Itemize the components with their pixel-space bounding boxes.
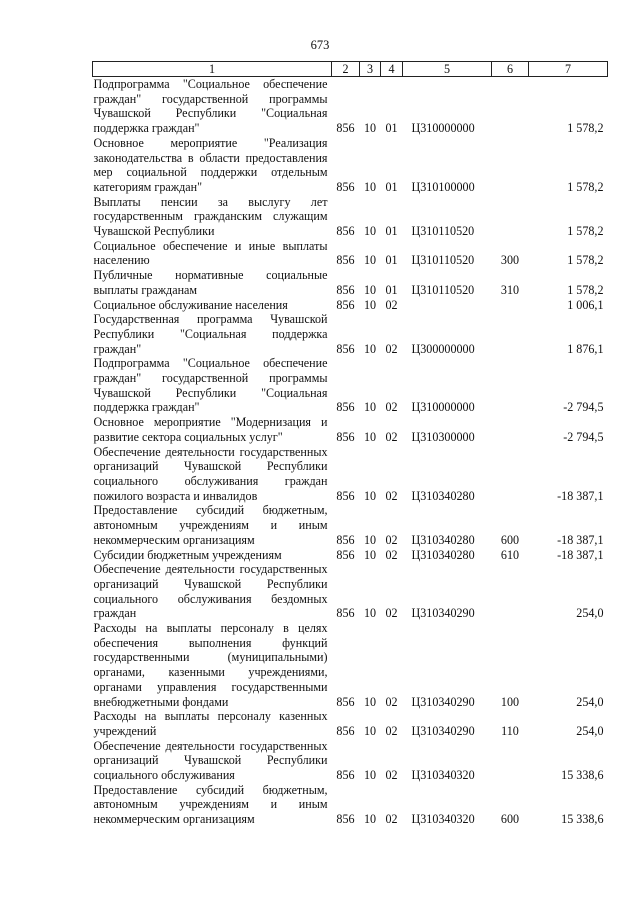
expense-type: 300 bbox=[500, 253, 520, 268]
item-name: Подпрограмма "Социальное обеспечение граждан" государственной программы Чувашской Республики "Социальная поддержка граждан" bbox=[93, 356, 328, 415]
table-row bbox=[93, 298, 608, 313]
amount: 1 578,2 bbox=[567, 121, 604, 136]
amount: -18 387,1 bbox=[557, 532, 604, 547]
table-row bbox=[93, 739, 608, 783]
subsection-code: 10 bbox=[363, 297, 377, 312]
table-row bbox=[93, 195, 608, 239]
amount: -2 794,5 bbox=[563, 400, 604, 415]
target-code: Ц310110520 bbox=[411, 253, 475, 268]
item-name: Выплаты пенсии за выслугу лет государственным гражданским служащим Чувашской Республики bbox=[93, 194, 328, 239]
subsection-code: 10 bbox=[363, 282, 377, 297]
subsection-code: 10 bbox=[363, 723, 377, 738]
target-code bbox=[403, 298, 492, 313]
target-code: Ц310340320 bbox=[411, 812, 475, 827]
section-code: 856 bbox=[336, 341, 355, 356]
target-code: Ц310340320 bbox=[411, 768, 475, 783]
col-header-2: 2 bbox=[332, 62, 360, 77]
col-header-4: 4 bbox=[381, 62, 403, 77]
table-row bbox=[93, 268, 608, 297]
expense-type: 610 bbox=[500, 547, 520, 562]
target-code: Ц310000000 bbox=[411, 400, 475, 415]
subsection-code: 10 bbox=[363, 429, 377, 444]
item-name: Предоставление субсидий бюджетным, автономным учреждениям и иным некоммерческим организациям bbox=[93, 503, 328, 547]
item-name: Субсидии бюджетным учреждениям bbox=[93, 547, 282, 562]
budget-table bbox=[92, 61, 608, 827]
target-code: Ц300000000 bbox=[411, 341, 475, 356]
target-code: Ц310340290 bbox=[411, 606, 475, 621]
subsection-code: 10 bbox=[363, 253, 377, 268]
section-code: 856 bbox=[336, 224, 355, 239]
page-number: 673 bbox=[310, 38, 330, 52]
item-name: Основное мероприятие "Модернизация и развитие сектора социальных услуг" bbox=[93, 415, 328, 444]
amount: 1 006,1 bbox=[567, 297, 604, 312]
group-code: 02 bbox=[385, 606, 398, 621]
table-header-row bbox=[93, 62, 608, 77]
group-code: 01 bbox=[385, 253, 398, 268]
subsection-code: 10 bbox=[363, 179, 377, 194]
target-code: Ц310340290 bbox=[411, 723, 475, 738]
expense-type bbox=[492, 562, 529, 621]
col-header-7: 7 bbox=[529, 62, 608, 77]
section-code: 856 bbox=[336, 121, 355, 136]
section-code: 856 bbox=[336, 694, 355, 709]
expense-type bbox=[492, 77, 529, 136]
subsection-code: 10 bbox=[363, 224, 377, 239]
table-row bbox=[93, 415, 608, 444]
col-header-5: 5 bbox=[403, 62, 492, 77]
table-row bbox=[93, 548, 608, 563]
section-code: 856 bbox=[336, 488, 355, 503]
item-name: Подпрограмма "Социальное обеспечение граждан" государственной программы Чувашской Республики "Социальная поддержка граждан" bbox=[93, 77, 328, 136]
table-row bbox=[93, 136, 608, 195]
amount: 1 578,2 bbox=[567, 282, 604, 297]
group-code: 02 bbox=[385, 547, 398, 562]
section-code: 856 bbox=[336, 400, 355, 415]
table-row bbox=[93, 562, 608, 621]
amount: 15 338,6 bbox=[561, 812, 604, 827]
amount: 15 338,6 bbox=[561, 768, 604, 783]
group-code: 02 bbox=[385, 297, 398, 312]
group-code: 01 bbox=[385, 224, 398, 239]
group-code: 02 bbox=[385, 341, 398, 356]
expense-type bbox=[492, 195, 529, 239]
target-code: Ц310000000 bbox=[411, 121, 475, 136]
expense-type: 110 bbox=[501, 723, 519, 738]
item-name: Предоставление субсидий бюджетным, автономным учреждениям и иным некоммерческим организациям bbox=[93, 782, 328, 827]
table-row bbox=[93, 621, 608, 709]
expense-type: 100 bbox=[500, 694, 520, 709]
target-code: Ц310340280 bbox=[411, 488, 475, 503]
section-code: 856 bbox=[336, 812, 355, 827]
expense-type bbox=[492, 445, 529, 504]
subsection-code: 10 bbox=[363, 547, 377, 562]
group-code: 02 bbox=[385, 694, 398, 709]
amount: -18 387,1 bbox=[557, 488, 604, 503]
subsection-code: 10 bbox=[363, 532, 377, 547]
expense-type: 600 bbox=[500, 812, 520, 827]
item-name: Обеспечение деятельности государственных организаций Чувашской Республики социального обслуживания bbox=[93, 738, 328, 783]
amount: 254,0 bbox=[576, 694, 604, 709]
item-name: Расходы на выплаты персоналу казенных учреждений bbox=[93, 709, 328, 738]
amount: 1 578,2 bbox=[567, 179, 604, 194]
expense-type bbox=[492, 739, 529, 783]
item-name: Обеспечение деятельности государственных организаций Чувашской Республики социального обслуживания бездомных граждан bbox=[93, 562, 328, 621]
section-code: 856 bbox=[336, 547, 355, 562]
table-row bbox=[93, 239, 608, 268]
expense-type: 600 bbox=[500, 532, 520, 547]
expense-type bbox=[492, 356, 529, 415]
expense-type: 310 bbox=[500, 282, 520, 297]
group-code: 02 bbox=[385, 723, 398, 738]
section-code: 856 bbox=[336, 253, 355, 268]
expense-type bbox=[492, 312, 529, 356]
amount: 1 578,2 bbox=[567, 253, 604, 268]
target-code: Ц310340280 bbox=[411, 532, 475, 547]
amount: -2 794,5 bbox=[563, 429, 604, 444]
expense-type bbox=[492, 415, 529, 444]
item-name: Государственная программа Чувашской Республики "Социальная поддержка граждан" bbox=[93, 312, 328, 356]
target-code: Ц310340280 bbox=[411, 547, 475, 562]
section-code: 856 bbox=[336, 429, 355, 444]
section-code: 856 bbox=[336, 532, 355, 547]
table-row bbox=[93, 709, 608, 738]
expense-type bbox=[492, 136, 529, 195]
section-code: 856 bbox=[336, 282, 355, 297]
subsection-code: 10 bbox=[363, 812, 377, 827]
amount: 1 578,2 bbox=[567, 224, 604, 239]
item-name: Расходы на выплаты персоналу в целях обеспечения выполнения функций государственными (муниципальными) органами, казенными учреждениями, органами управления государственными внебюджетными фондами bbox=[93, 621, 328, 709]
col-header-6: 6 bbox=[492, 62, 529, 77]
subsection-code: 10 bbox=[363, 606, 377, 621]
item-name: Обеспечение деятельности государственных организаций Чувашской Республики социального обслуживания граждан пожилого возраста и инвалидов bbox=[93, 444, 328, 503]
group-code: 02 bbox=[385, 400, 398, 415]
target-code: Ц310100000 bbox=[411, 179, 475, 194]
subsection-code: 10 bbox=[363, 341, 377, 356]
section-code: 856 bbox=[336, 768, 355, 783]
group-code: 01 bbox=[385, 179, 398, 194]
item-name: Социальное обслуживание населения bbox=[93, 297, 288, 312]
col-header-3: 3 bbox=[360, 62, 381, 77]
subsection-code: 10 bbox=[363, 768, 377, 783]
group-code: 01 bbox=[385, 121, 398, 136]
target-code: Ц310110520 bbox=[411, 224, 475, 239]
target-code: Ц310300000 bbox=[411, 429, 475, 444]
item-name: Социальное обеспечение и иные выплаты населению bbox=[93, 238, 328, 268]
target-code: Ц310340290 bbox=[411, 694, 475, 709]
group-code: 01 bbox=[385, 282, 398, 297]
amount: 1 876,1 bbox=[567, 341, 604, 356]
amount: 254,0 bbox=[576, 606, 604, 621]
expense-type bbox=[492, 298, 529, 313]
section-code: 856 bbox=[336, 179, 355, 194]
target-code: Ц310110520 bbox=[411, 282, 475, 297]
group-code: 02 bbox=[385, 768, 398, 783]
subsection-code: 10 bbox=[363, 400, 377, 415]
table-row bbox=[93, 503, 608, 547]
subsection-code: 10 bbox=[363, 694, 377, 709]
group-code: 02 bbox=[385, 488, 398, 503]
table-row bbox=[93, 312, 608, 356]
amount: -18 387,1 bbox=[557, 547, 604, 562]
subsection-code: 10 bbox=[363, 121, 377, 136]
group-code: 02 bbox=[385, 532, 398, 547]
group-code: 02 bbox=[385, 429, 398, 444]
table-row bbox=[93, 77, 608, 136]
item-name: Публичные нормативные социальные выплаты гражданам bbox=[93, 268, 328, 297]
amount: 254,0 bbox=[576, 723, 604, 738]
section-code: 856 bbox=[336, 297, 355, 312]
col-header-1: 1 bbox=[93, 62, 332, 77]
group-code: 02 bbox=[385, 812, 398, 827]
section-code: 856 bbox=[336, 606, 355, 621]
subsection-code: 10 bbox=[363, 488, 377, 503]
table-row bbox=[93, 445, 608, 504]
table-row bbox=[93, 783, 608, 827]
item-name: Основное мероприятие "Реализация законодательства в области предоставления мер социальной поддержки отдельным категориям граждан" bbox=[93, 135, 328, 194]
table-row bbox=[93, 356, 608, 415]
section-code: 856 bbox=[336, 723, 355, 738]
